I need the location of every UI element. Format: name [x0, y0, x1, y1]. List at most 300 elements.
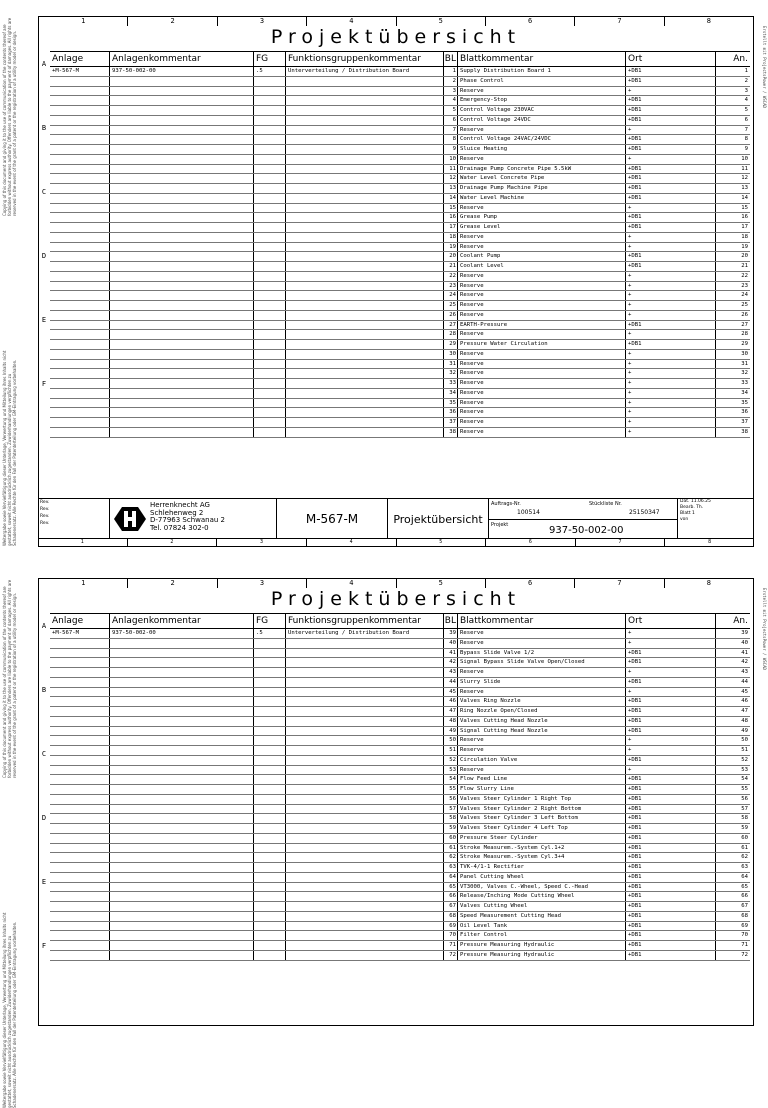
- cell-anlagenkommentar: [110, 291, 254, 300]
- cell-blattkommentar: Reserve: [458, 688, 626, 697]
- cell-ort: +: [626, 311, 716, 320]
- cell-ort: +DB1: [626, 922, 716, 931]
- cell-anlagenkommentar: [110, 727, 254, 736]
- cell-fg: [254, 87, 286, 96]
- sheet-meta: [678, 499, 754, 539]
- cell-funktionsgruppenkommentar: [286, 321, 444, 330]
- cell-fg: [254, 291, 286, 300]
- cell-bl: 45: [444, 688, 458, 697]
- cell-funktionsgruppenkommentar: [286, 340, 444, 349]
- cell-blattkommentar: Pressure Measuring Hydraulic: [458, 951, 626, 960]
- cell-anlage: [50, 340, 110, 349]
- cell-anlage: [50, 330, 110, 339]
- table-row: [50, 291, 750, 301]
- cell-anlagenkommentar: [110, 213, 254, 222]
- table-row: [50, 775, 750, 785]
- cell-blattkommentar: Supply Distribution Board 1: [458, 67, 626, 76]
- table-row: [50, 204, 750, 214]
- cell-funktionsgruppenkommentar: [286, 688, 444, 697]
- cell-anlage: +M-567-M: [50, 67, 110, 76]
- cell-funktionsgruppenkommentar: [286, 126, 444, 135]
- table-row: [50, 369, 750, 379]
- cell-ort: +: [626, 389, 716, 398]
- row-letter: F: [41, 942, 47, 950]
- cell-blattkommentar: Reserve: [458, 330, 626, 339]
- cell-ort: +DB1: [626, 340, 716, 349]
- cell-ort: +DB1: [626, 785, 716, 794]
- cell-anlagenkommentar: [110, 379, 254, 388]
- cell-funktionsgruppenkommentar: [286, 116, 444, 125]
- cell-anlage: [50, 135, 110, 144]
- row-letter: C: [41, 188, 47, 196]
- table-row: [50, 301, 750, 311]
- cell-anlagenkommentar: [110, 116, 254, 125]
- cell-fg: [254, 707, 286, 716]
- cell-anlage: [50, 291, 110, 300]
- cell-funktionsgruppenkommentar: [286, 77, 444, 86]
- row-letter: A: [41, 622, 47, 630]
- cell-bl: 56: [444, 795, 458, 804]
- cell-fg: [254, 233, 286, 242]
- table-row: [50, 165, 750, 175]
- cell-ort: +DB1: [626, 902, 716, 911]
- cell-an: 1: [744, 68, 748, 74]
- cell-an: 43: [741, 669, 748, 675]
- cell-funktionsgruppenkommentar: [286, 194, 444, 203]
- cell-anlage: [50, 707, 110, 716]
- table-header: [50, 613, 750, 629]
- cell-fg: [254, 931, 286, 940]
- table-row: [50, 243, 750, 253]
- cell-an: 30: [741, 350, 748, 357]
- cell-anlagenkommentar: [110, 282, 254, 291]
- cell-ort: +DB1: [626, 262, 716, 271]
- cell-blattkommentar: Phase Control: [458, 77, 626, 86]
- cell-blattkommentar: Flow Slurry Line: [458, 785, 626, 794]
- cell-ort: +: [626, 330, 716, 339]
- cell-blattkommentar: Speed Measurement Cutting Head: [458, 912, 626, 921]
- header-an: An.: [733, 54, 748, 64]
- cell-ort: +DB1: [626, 67, 716, 76]
- cell-an: 3: [744, 87, 748, 94]
- cell-an: 16: [741, 214, 748, 221]
- cell-anlagenkommentar: [110, 756, 254, 765]
- cell-funktionsgruppenkommentar: [286, 174, 444, 183]
- cell-funktionsgruppenkommentar: [286, 311, 444, 320]
- table-row: [50, 174, 750, 184]
- cell-an: 23: [741, 282, 748, 289]
- cell-funktionsgruppenkommentar: [286, 262, 444, 271]
- header-anlage: Anlage: [50, 52, 110, 66]
- cell-fg: [254, 775, 286, 784]
- cell-funktionsgruppenkommentar: [286, 282, 444, 291]
- table-row: [50, 126, 750, 136]
- cell-ort: +: [626, 688, 716, 697]
- auftrags-label: Auftrags-Nr.: [491, 501, 521, 507]
- cell-anlagenkommentar: [110, 174, 254, 183]
- table-row: [50, 931, 750, 941]
- cell-funktionsgruppenkommentar: [286, 697, 444, 706]
- cell-anlage: [50, 360, 110, 369]
- cell-anlagenkommentar: [110, 805, 254, 814]
- cell-blattkommentar: Release/Inching Mode Cutting Wheel: [458, 892, 626, 901]
- cell-anlagenkommentar: [110, 165, 254, 174]
- column-number: 4: [307, 579, 396, 588]
- cell-an: 62: [741, 854, 748, 861]
- cell-an: 66: [741, 893, 748, 900]
- cell-an: 26: [741, 311, 748, 318]
- cell-funktionsgruppenkommentar: [286, 330, 444, 339]
- cell-bl: 42: [444, 658, 458, 667]
- cell-anlagenkommentar: [110, 233, 254, 242]
- cell-funktionsgruppenkommentar: [286, 233, 444, 242]
- cell-anlage: +M-567-M: [50, 629, 110, 638]
- cell-bl: 49: [444, 727, 458, 736]
- cell-funktionsgruppenkommentar: [286, 727, 444, 736]
- address-city: D-77963 Schwanau 2: [150, 516, 225, 524]
- cell-an: 9: [744, 146, 748, 152]
- cell-anlagenkommentar: [110, 311, 254, 320]
- cell-funktionsgruppenkommentar: [286, 746, 444, 755]
- cell-bl: 15: [444, 204, 458, 213]
- cell-bl: 5: [444, 106, 458, 115]
- cell-anlage: [50, 639, 110, 648]
- cell-funktionsgruppenkommentar: [286, 106, 444, 115]
- cell-blattkommentar: VT3000, Valves C.-Wheel, Speed C.-Head: [458, 883, 626, 892]
- cell-blattkommentar: Reserve: [458, 126, 626, 135]
- table-row: [50, 756, 750, 766]
- cell-anlage: [50, 941, 110, 950]
- cell-fg: [254, 668, 286, 677]
- cell-an: 24: [741, 292, 748, 299]
- order-info: [489, 499, 678, 539]
- table-row: [50, 795, 750, 805]
- cell-fg: [254, 873, 286, 882]
- cell-anlage: [50, 892, 110, 901]
- cell-ort: +DB1: [626, 717, 716, 726]
- table-row: [50, 399, 750, 409]
- cell-fg: [254, 922, 286, 931]
- column-number: 4: [307, 17, 396, 26]
- cell-anlagenkommentar: [110, 892, 254, 901]
- cell-funktionsgruppenkommentar: [286, 418, 444, 427]
- cell-fg: [254, 282, 286, 291]
- cell-anlagenkommentar: [110, 639, 254, 648]
- table-row: [50, 951, 750, 961]
- cell-ort: +: [626, 668, 716, 677]
- cell-an: 54: [741, 776, 748, 783]
- table-row: [50, 853, 750, 863]
- cell-bl: 57: [444, 805, 458, 814]
- cell-bl: 44: [444, 678, 458, 687]
- cell-ort: +DB1: [626, 883, 716, 892]
- cell-an: 31: [741, 360, 748, 367]
- cell-blattkommentar: Reserve: [458, 243, 626, 252]
- header-bl: BL: [444, 616, 456, 626]
- cell-bl: 36: [444, 408, 458, 417]
- cell-blattkommentar: Pressure Measuring Hydraulic: [458, 941, 626, 950]
- cell-anlagenkommentar: [110, 844, 254, 853]
- cell-funktionsgruppenkommentar: [286, 775, 444, 784]
- table-row: [50, 379, 750, 389]
- header-ort: Ort: [626, 52, 716, 66]
- cell-blattkommentar: Valves Steer Cylinder 2 Right Bottom: [458, 805, 626, 814]
- cell-funktionsgruppenkommentar: [286, 892, 444, 901]
- cell-an: 47: [741, 708, 748, 714]
- cell-blattkommentar: Reserve: [458, 87, 626, 96]
- cell-blattkommentar: Reserve: [458, 629, 626, 638]
- cell-ort: +DB1: [626, 853, 716, 862]
- cell-funktionsgruppenkommentar: [286, 204, 444, 213]
- cell-anlagenkommentar: [110, 321, 254, 330]
- cell-funktionsgruppenkommentar: [286, 379, 444, 388]
- cell-an: 8: [744, 136, 748, 143]
- cell-bl: 47: [444, 707, 458, 716]
- cell-bl: 1: [444, 67, 458, 76]
- row-letter: F: [41, 380, 47, 388]
- cell-bl: 55: [444, 785, 458, 794]
- cell-anlagenkommentar: [110, 126, 254, 135]
- cell-an: 13: [741, 185, 748, 191]
- cell-an: 20: [741, 253, 748, 260]
- cell-bl: 18: [444, 233, 458, 242]
- cell-funktionsgruppenkommentar: [286, 165, 444, 174]
- cell-blattkommentar: Reserve: [458, 301, 626, 310]
- cell-fg: [254, 863, 286, 872]
- cell-an: 50: [741, 737, 748, 744]
- cell-anlagenkommentar: [110, 814, 254, 823]
- row-letter: C: [41, 750, 47, 758]
- cell-bl: 11: [444, 165, 458, 174]
- cell-anlagenkommentar: [110, 688, 254, 697]
- table-row: [50, 194, 750, 204]
- cell-ort: +DB1: [626, 707, 716, 716]
- cell-fg: [254, 766, 286, 775]
- auftrags-value: 100514: [517, 509, 540, 516]
- cell-fg: [254, 145, 286, 154]
- cell-anlage: [50, 727, 110, 736]
- sheet-title: Projektübersicht: [270, 588, 522, 610]
- cell-blattkommentar: Control Voltage 24VAC/24VDC: [458, 135, 626, 144]
- row-letter: B: [41, 686, 47, 694]
- table-row: [50, 350, 750, 360]
- cell-anlagenkommentar: [110, 883, 254, 892]
- cell-funktionsgruppenkommentar: [286, 408, 444, 417]
- cell-anlage: [50, 678, 110, 687]
- cell-bl: 59: [444, 824, 458, 833]
- cell-funktionsgruppenkommentar: [286, 951, 444, 960]
- cell-anlage: [50, 931, 110, 940]
- header-funktionsgruppenkommentar: Funktionsgruppenkommentar: [286, 614, 444, 628]
- column-number: 6: [486, 539, 576, 546]
- cell-blattkommentar: Slurry Slide: [458, 678, 626, 687]
- cell-blattkommentar: Drainage Pump Machine Pipe: [458, 184, 626, 193]
- cell-funktionsgruppenkommentar: [286, 87, 444, 96]
- cell-fg: [254, 678, 286, 687]
- cell-fg: [254, 785, 286, 794]
- cell-anlage: [50, 824, 110, 833]
- cell-fg: [254, 814, 286, 823]
- cell-ort: +DB1: [626, 184, 716, 193]
- cell-an: 63: [741, 864, 748, 870]
- cell-ort: +DB1: [626, 135, 716, 144]
- cell-an: 18: [741, 233, 748, 240]
- column-number: 8: [706, 17, 711, 25]
- column-number: 4: [307, 539, 397, 546]
- cell-blattkommentar: Reserve: [458, 418, 626, 427]
- table-row: [50, 727, 750, 737]
- column-number: 2: [128, 579, 217, 588]
- cell-blattkommentar: Grease Level: [458, 223, 626, 232]
- meta-line: Dat. 11.06.25: [680, 499, 711, 504]
- cell-funktionsgruppenkommentar: Unterverteilung / Distribution Board: [286, 67, 444, 76]
- row-letter: B: [41, 124, 47, 132]
- cell-ort: +DB1: [626, 834, 716, 843]
- table-row: [50, 629, 750, 639]
- projekt-value: 937-50-002-00: [549, 525, 624, 536]
- cell-anlagenkommentar: [110, 697, 254, 706]
- copyright-note-en: Copying of this document and giving it to the use of communication of the contents thereof are forbidden without express authority. Offenders are liable to the payment of damages. All rights are reserved in the event of the grant of a patent or the registration of a utility model or design.: [2, 579, 17, 778]
- cell-anlagenkommentar: 937-50-002-00: [110, 629, 254, 638]
- cell-anlagenkommentar: [110, 399, 254, 408]
- cell-blattkommentar: Pressure Water Circulation: [458, 340, 626, 349]
- cell-anlage: [50, 223, 110, 232]
- cell-blattkommentar: Signal Cutting Head Nozzle: [458, 727, 626, 736]
- cell-funktionsgruppenkommentar: [286, 922, 444, 931]
- company-address: [150, 499, 277, 539]
- cell-bl: 71: [444, 941, 458, 950]
- cell-blattkommentar: Drainage Pump Concrete Pipe 5.5kW: [458, 165, 626, 174]
- cell-blattkommentar: Reserve: [458, 766, 626, 775]
- table-row: [50, 272, 750, 282]
- cell-blattkommentar: Stroke Measurem.-System Cyl.1+2: [458, 844, 626, 853]
- cell-anlage: [50, 902, 110, 911]
- cell-anlagenkommentar: [110, 775, 254, 784]
- cell-anlagenkommentar: [110, 350, 254, 359]
- cell-anlagenkommentar: [110, 194, 254, 203]
- cell-bl: 25: [444, 301, 458, 310]
- cell-bl: 53: [444, 766, 458, 775]
- table-row: [50, 814, 750, 824]
- cell-anlage: [50, 145, 110, 154]
- cell-blattkommentar: Coolant Level: [458, 262, 626, 271]
- cell-ort: +DB1: [626, 844, 716, 853]
- cell-ort: +: [626, 766, 716, 775]
- cell-fg: [254, 311, 286, 320]
- footer-anlage: M-567-M: [277, 499, 388, 539]
- cell-ort: +: [626, 243, 716, 252]
- header-fg: FG: [254, 614, 286, 628]
- cell-bl: 65: [444, 883, 458, 892]
- cell-bl: 51: [444, 746, 458, 755]
- column-number: 7: [576, 539, 666, 546]
- cell-bl: 12: [444, 174, 458, 183]
- cell-fg: [254, 844, 286, 853]
- column-number: 8: [706, 579, 711, 587]
- cell-an: 15: [741, 204, 748, 211]
- cell-funktionsgruppenkommentar: [286, 350, 444, 359]
- revision-label: Rev.: [40, 507, 50, 512]
- cell-funktionsgruppenkommentar: [286, 902, 444, 911]
- cell-bl: 41: [444, 649, 458, 658]
- cell-anlage: [50, 243, 110, 252]
- cell-fg: [254, 243, 286, 252]
- cell-anlage: [50, 746, 110, 755]
- cell-ort: +: [626, 350, 716, 359]
- cell-anlage: [50, 87, 110, 96]
- cell-an: 69: [741, 922, 748, 929]
- cell-anlage: [50, 408, 110, 417]
- cell-ort: +DB1: [626, 697, 716, 706]
- row-letter: D: [41, 814, 47, 822]
- cell-ort: +: [626, 399, 716, 408]
- table-row: [50, 736, 750, 746]
- cell-ort: +DB1: [626, 756, 716, 765]
- cell-blattkommentar: Reserve: [458, 311, 626, 320]
- cell-ort: +DB1: [626, 116, 716, 125]
- cell-ort: +DB1: [626, 931, 716, 940]
- table-row: [50, 785, 750, 795]
- cell-ort: +DB1: [626, 912, 716, 921]
- cell-bl: 16: [444, 213, 458, 222]
- table-row: [50, 922, 750, 932]
- cell-anlage: [50, 155, 110, 164]
- cell-funktionsgruppenkommentar: [286, 213, 444, 222]
- cell-an: 48: [741, 717, 748, 724]
- cell-fg: [254, 301, 286, 310]
- table-row: [50, 223, 750, 233]
- header-anlage: Anlage: [50, 614, 110, 628]
- cell-anlagenkommentar: [110, 795, 254, 804]
- cell-ort: +DB1: [626, 658, 716, 667]
- column-number: 1: [39, 17, 128, 26]
- table-row: [50, 360, 750, 370]
- cell-an: 71: [741, 942, 748, 948]
- cell-funktionsgruppenkommentar: [286, 252, 444, 261]
- table-row: [50, 106, 750, 116]
- cell-anlage: [50, 174, 110, 183]
- cell-blattkommentar: Stroke Measurem.-System Cyl.3+4: [458, 853, 626, 862]
- cell-an: 14: [741, 194, 748, 201]
- cell-anlagenkommentar: [110, 951, 254, 960]
- cell-anlage: [50, 165, 110, 174]
- cell-funktionsgruppenkommentar: [286, 912, 444, 921]
- cell-an: 65: [741, 883, 748, 890]
- table-row: [50, 408, 750, 418]
- cell-blattkommentar: Pressure Steer Cylinder: [458, 834, 626, 843]
- cell-funktionsgruppenkommentar: [286, 668, 444, 677]
- table-row: [50, 96, 750, 106]
- column-number: 6: [486, 579, 575, 588]
- cell-funktionsgruppenkommentar: [286, 639, 444, 648]
- header-fg: FG: [254, 52, 286, 66]
- cell-fg: [254, 883, 286, 892]
- cell-ort: +DB1: [626, 252, 716, 261]
- cell-an: 36: [741, 409, 748, 416]
- cell-anlagenkommentar: [110, 301, 254, 310]
- cell-anlagenkommentar: [110, 834, 254, 843]
- cell-anlage: [50, 272, 110, 281]
- cell-anlage: [50, 213, 110, 222]
- divider: [489, 519, 677, 520]
- column-number: 5: [397, 17, 486, 26]
- cell-fg: [254, 204, 286, 213]
- cell-bl: 69: [444, 922, 458, 931]
- column-number: 7: [575, 579, 664, 588]
- cell-an: 58: [741, 815, 748, 822]
- cell-anlagenkommentar: [110, 96, 254, 105]
- header-an: An.: [733, 616, 748, 626]
